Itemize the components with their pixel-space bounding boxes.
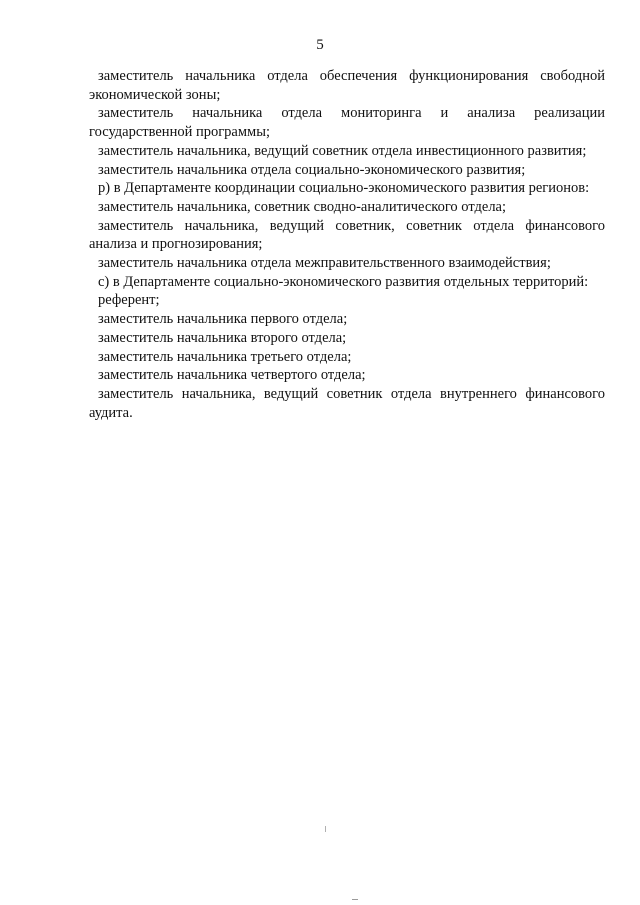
section-heading-r: р) в Департаменте координации социально-экономического развития регионов: [98, 180, 590, 197]
paragraph-2: заместитель начальника отдела мониторинга и анализа реализации государственной программы; [89, 105, 605, 141]
scan-artifact [325, 826, 326, 832]
paragraph-15: заместитель начальника, ведущий советник отдела внутреннего финансового аудита. [89, 385, 605, 421]
paragraph-10: референт; [98, 292, 160, 309]
paragraph-8: заместитель начальника отдела межправительственного взаимодействия; [98, 255, 551, 272]
paragraph-11: заместитель начальника первого отдела; [98, 311, 348, 328]
page-number: 5 [316, 37, 324, 53]
paragraph-13: заместитель начальника третьего отдела; [98, 348, 352, 365]
section-heading-s: с) в Департаменте социально-экономического развития отдельных территорий: [98, 273, 589, 290]
paragraph-1: заместитель начальника отдела обеспечения функционирования свободной экономической зоны; [89, 68, 605, 103]
paragraph-6: заместитель начальника, советник сводно-аналитического отдела; [98, 198, 507, 215]
paragraph-3: заместитель начальника, ведущий советник отдела инвестиционного развития; [98, 142, 587, 159]
paragraph-7: заместитель начальника, ведущий советник, советник отдела финансового анализа и прогнозирования; [89, 217, 605, 253]
paragraph-4: заместитель начальника отдела социально-экономического развития; [98, 161, 526, 178]
paragraph-14: заместитель начальника четвертого отдела; [98, 367, 366, 384]
scan-artifact [352, 899, 358, 900]
document-body [89, 67, 605, 422]
paragraph-12: заместитель начальника второго отдела; [98, 329, 347, 346]
